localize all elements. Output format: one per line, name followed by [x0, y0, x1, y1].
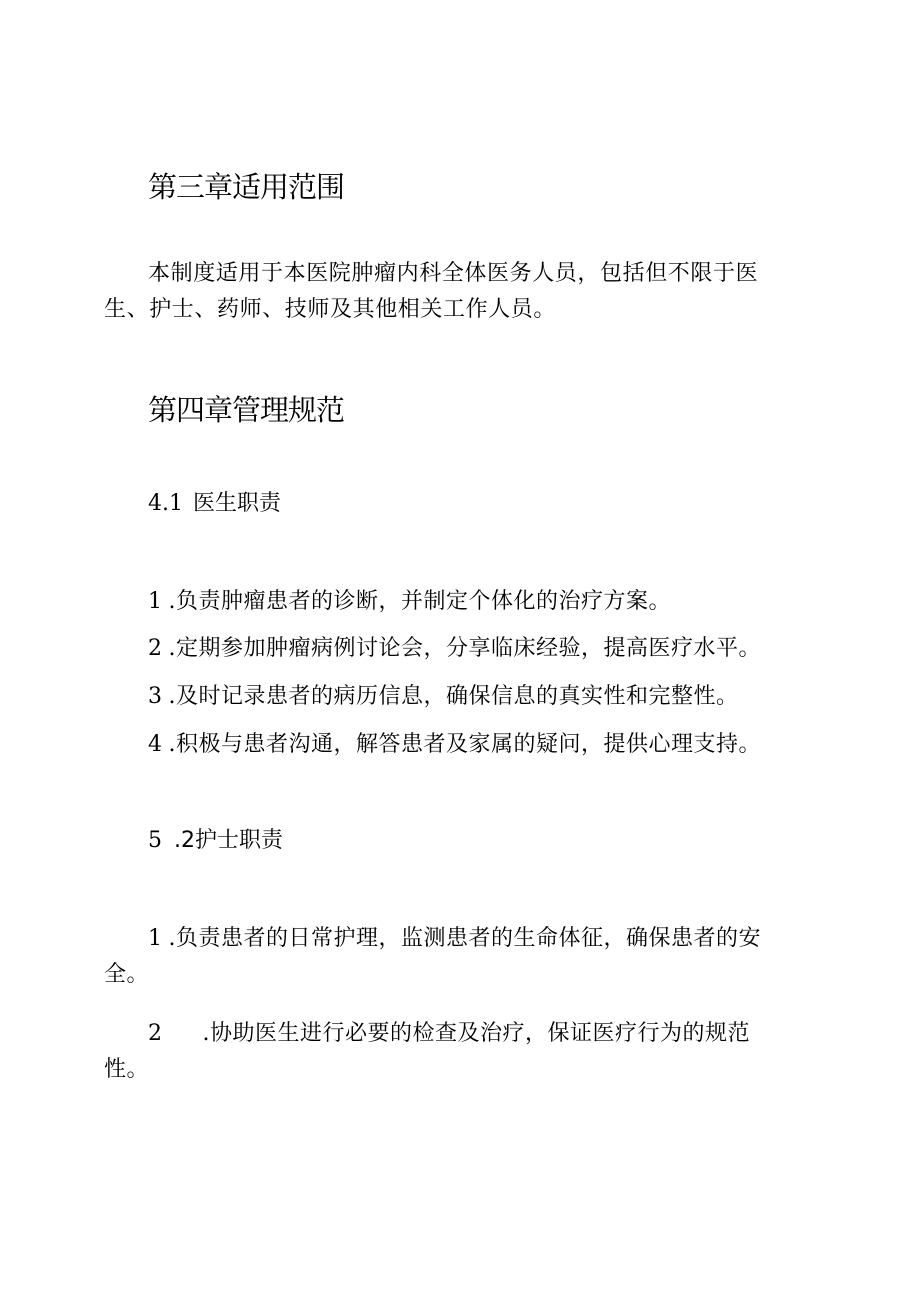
chapter-3-title: 第三章适用范围 — [148, 170, 345, 204]
list-item-text: .负责患者的日常护理，监测患者的生命体征，确保患者的安全。 — [104, 926, 761, 987]
list-item-number: 1 — [148, 926, 163, 951]
list-item-text: .负责肿瘤患者的诊断，并制定个体化的治疗方案。 — [168, 589, 671, 614]
list-item — [104, 679, 794, 715]
list-item — [104, 1016, 794, 1088]
list-item-number: 3 — [148, 684, 163, 709]
list-item-text: .协助医生进行必要的检查及治疗，保证医疗行为的规范性。 — [104, 1021, 750, 1082]
section-4-1-title: 医生职责 — [193, 491, 282, 516]
section-4-2-title: .2护士职责 — [174, 828, 283, 853]
section-4-1-heading — [148, 489, 281, 519]
section-4-2-number: 5 — [148, 828, 162, 853]
section-4-1-number: 4.1 — [148, 491, 183, 516]
list-item — [104, 727, 794, 763]
list-item-text: .定期参加肿瘤病例讨论会，分享临床经验，提高医疗水平。 — [168, 636, 761, 661]
list-item — [104, 631, 794, 667]
list-item-number: 2 — [148, 1021, 163, 1046]
list-item-number: 4 — [148, 732, 163, 757]
list-item-text: .及时记录患者的病历信息，确保信息的真实性和完整性。 — [168, 684, 739, 709]
list-item-text: .积极与患者沟通，解答患者及家属的疑问，提供心理支持。 — [168, 732, 761, 757]
list-item — [104, 921, 794, 993]
chapter-4-title: 第四章管理规范 — [148, 393, 345, 427]
list-item — [104, 584, 794, 620]
list-item-number: 1 — [148, 589, 163, 614]
list-item-number: 2 — [148, 636, 163, 661]
section-4-2-heading — [148, 826, 283, 856]
chapter-3-scope-paragraph: 本制度适用于本医院肿瘤内科全体医务人员，包括但不限于医生、护士、药师、技师及其他相关工作人员。 — [104, 261, 759, 322]
